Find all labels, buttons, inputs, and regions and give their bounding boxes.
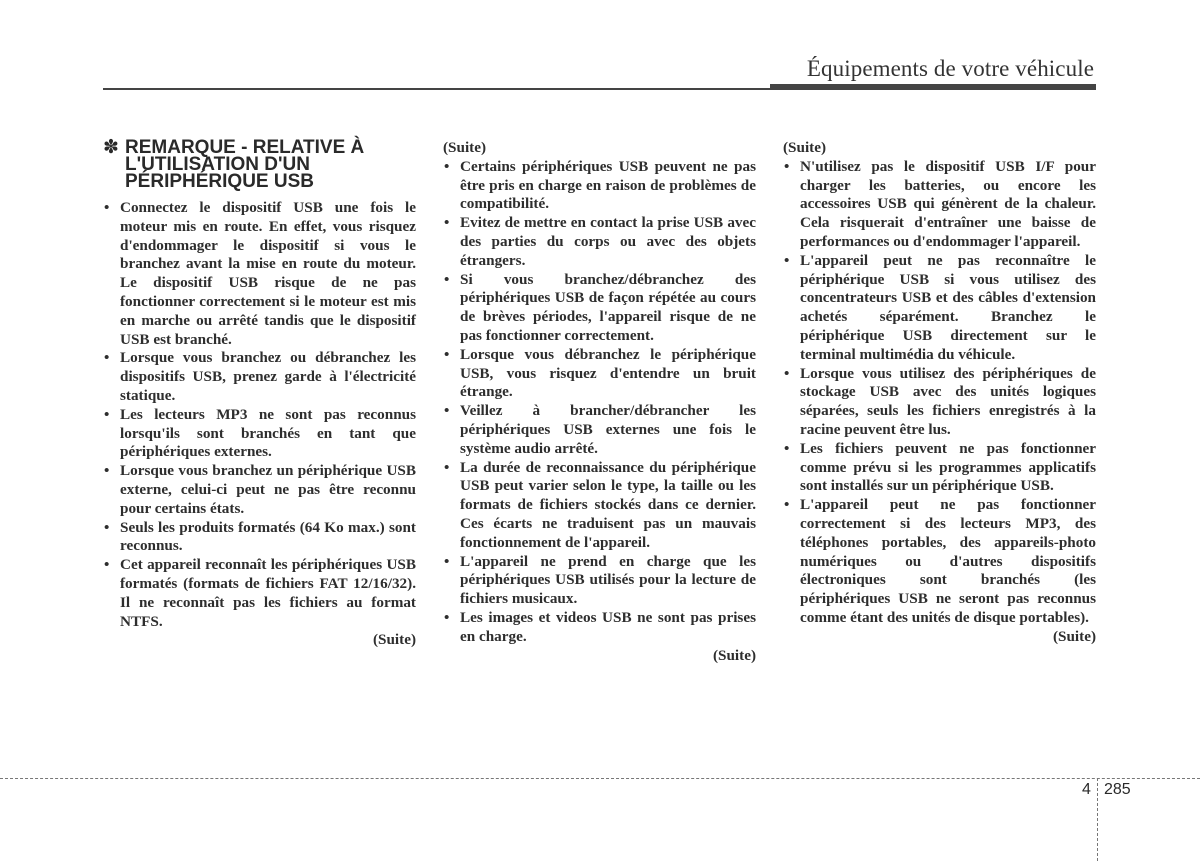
page-header-title: Équipements de votre véhicule (806, 56, 1094, 81)
list-item: • Lorsque vous branchez un périphérique USB externe, celui-ci peut ne pas être reconnu pour certains états. (103, 462, 416, 518)
list-item: • Les fichiers peuvent ne pas fonctionner comme prévu si les programmes applicatifs sont installés sur un périphérique USB. (783, 440, 1096, 496)
continued-top-label: (Suite) (443, 139, 487, 156)
note-heading (103, 139, 416, 190)
continued-label: (Suite) (1052, 627, 1096, 645)
chapter-number: 4 (1082, 781, 1091, 798)
list-item: • Veillez à brancher/débrancher les périphériques USB externes une fois le système audio arrêté. (443, 402, 756, 458)
list-item: • Lorsque vous branchez ou débranchez les dispositifs USB, prenez garde à l'électricité statique. (103, 349, 416, 405)
note-heading-text: REMARQUE - RELATIVE À L'UTILISATION D'UN PÉRIPHÉRIQUE USB (125, 137, 365, 192)
list-item: • Connectez le dispositif USB une fois le moteur mis en route. En effet, vous risquez d'endommager le dispositif si vous le branchez avant la mise en route du moteur. Le dispositif USB risque de ne pas fonctionner correctement si le moteur est mis en marche ou arrêté tandis que le dispositif USB est branché. (103, 199, 416, 349)
list-item: • Certains périphériques USB peuvent ne pas être pris en charge en raison de problèmes de compatibilité. (443, 158, 756, 214)
list-item: • La durée de reconnaissance du périphérique USB peut varier selon le type, la taille ou les formats de fichiers stockés dans ce dernier. Ces écarts ne traduisent pas un mauvais fonctionnement de l'appareil. (443, 459, 756, 553)
list-item: • Seuls les produits formatés (64 Ko max.) sont reconnus. (103, 519, 416, 557)
page-number: 285 (1104, 781, 1131, 798)
header-rule-thin (103, 88, 770, 90)
continued-label: (Suite) (712, 646, 756, 664)
footer-dashed-rule (0, 778, 1200, 779)
continued-label: (Suite) (372, 631, 416, 649)
note-star-icon: ✽ (103, 137, 119, 158)
bullet-list-2 (443, 158, 756, 647)
list-item: • L'appareil ne prend en charge que les périphériques USB utilisés pour la lecture de fichiers musicaux. (443, 553, 756, 609)
list-item: • Cet appareil reconnaît les périphériques USB formatés (formats de fichiers FAT 12/16/32). Il ne reconnaît pas les fichiers au format NTFS. (103, 556, 416, 631)
list-item: • Lorsque vous débranchez le périphérique USB, vous risquez d'entendre un bruit étrange. (443, 346, 756, 402)
text-column-3 (783, 139, 1096, 647)
list-item: • L'appareil peut ne pas reconnaître le périphérique USB si vous utilisez des concentrateurs USB et des câbles d'extension achetés séparément. Branchez le périphérique USB directement sur le terminal multimédia du véhicule. (783, 252, 1096, 365)
list-item: • Les images et videos USB ne sont pas prises en charge. (443, 609, 756, 647)
list-item: • Les lecteurs MP3 ne sont pas reconnus lorsqu'ils sont branchés en tant que périphériques externes. (103, 406, 416, 462)
bullet-list-3 (783, 158, 1096, 628)
list-item: • Evitez de mettre en contact la prise USB avec des parties du corps ou avec des objets étrangers. (443, 214, 756, 270)
list-item: • L'appareil peut ne pas fonctionner correctement si des lecteurs MP3, des téléphones portables, des appareils-photo numériques ou d'autres dispositifs électroniques sont branchés (les périphériques USB ne seront pas reconnus comme étant des unités de disque portables). (783, 496, 1096, 628)
list-item: • Lorsque vous utilisez des périphériques de stockage USB avec des unités logiques séparées, seuls les fichiers enregistrés à la racine peuvent être lus. (783, 365, 1096, 440)
bullet-list-1 (103, 199, 416, 631)
text-column-2 (443, 139, 756, 665)
list-item: • Si vous branchez/débranchez des périphériques USB de façon répétée au cours de brèves périodes, l'appareil risque de ne pas fonctionner correctement. (443, 271, 756, 346)
header-rule-thick (770, 84, 1096, 90)
text-column-1 (103, 139, 416, 650)
continued-top-label: (Suite) (783, 139, 827, 156)
footer-dashed-divider (1097, 778, 1098, 861)
list-item: • N'utilisez pas le dispositif USB I/F pour charger les batteries, ou encore les accessoires USB qui génèrent de la chaleur. Cela risquerait d'entraîner une baisse de performances ou d'endommager l'appareil. (783, 158, 1096, 252)
